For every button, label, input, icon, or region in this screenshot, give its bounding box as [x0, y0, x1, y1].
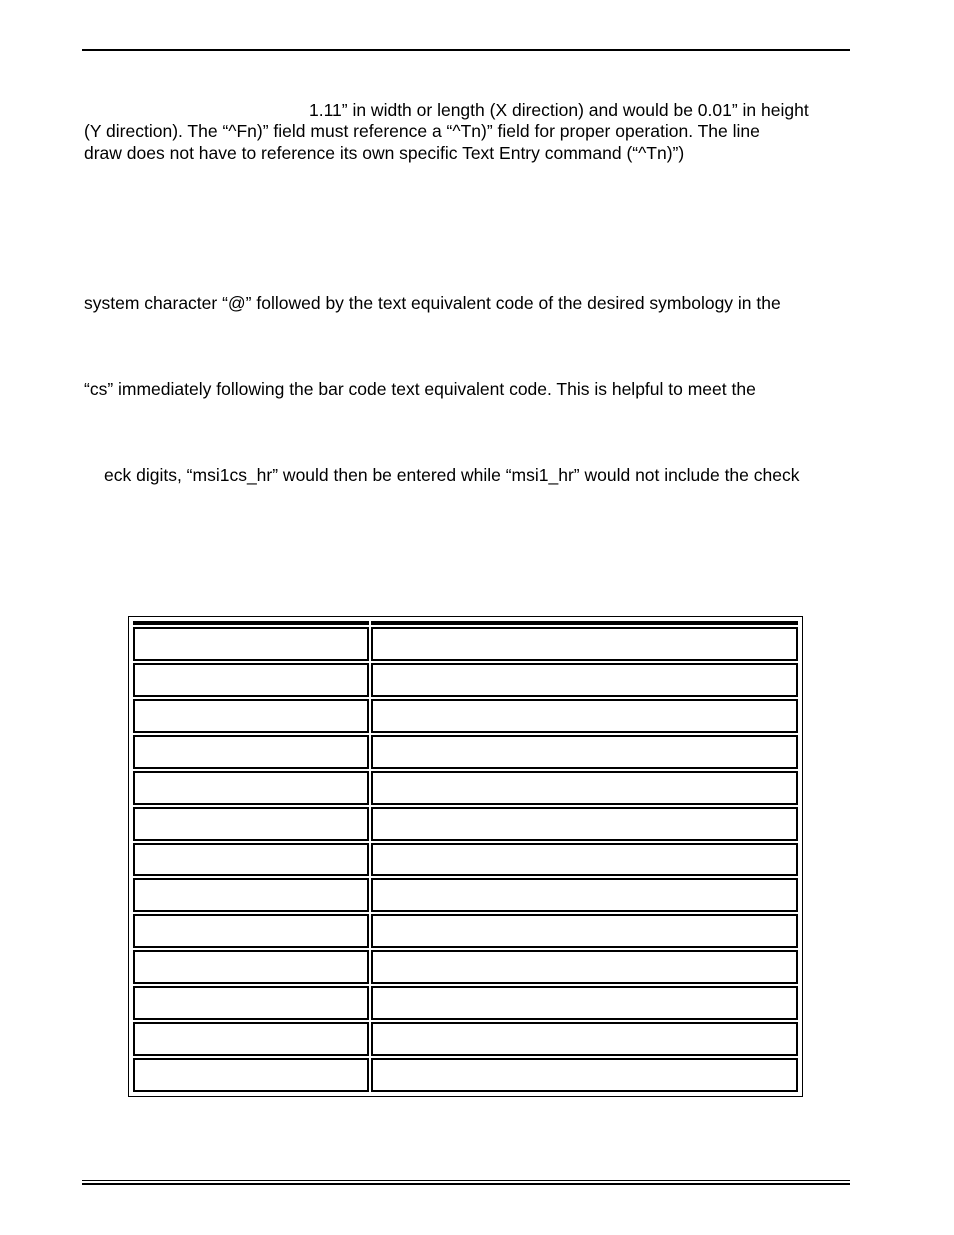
table-cell	[133, 1022, 369, 1056]
table-cell	[133, 663, 369, 697]
symbology-table	[128, 616, 803, 1097]
table-row	[133, 986, 798, 1020]
table-cell	[371, 1058, 798, 1092]
table-row	[133, 807, 798, 841]
table-cell	[133, 627, 369, 661]
table-cell	[371, 1022, 798, 1056]
table-row	[133, 663, 798, 697]
body-text-line-3: draw does not have to reference its own specific Text Entry command (“^Tn)”)	[84, 143, 685, 163]
body-text-line-6: eck digits, “msi1cs_hr” would then be entered while “msi1_hr” would not include the check	[104, 465, 800, 485]
table-cell	[371, 914, 798, 948]
body-text-line-2: (Y direction). The “^Fn)” field must reference a “^Tn)” field for proper operation. The line	[84, 121, 760, 141]
table-cell	[371, 807, 798, 841]
table-cell	[371, 986, 798, 1020]
table-cell	[133, 807, 369, 841]
table-cell	[133, 878, 369, 912]
table-cell	[133, 950, 369, 984]
table-cell	[133, 771, 369, 805]
table-row	[133, 843, 798, 877]
table-header-cell	[133, 621, 369, 625]
table-cell	[371, 950, 798, 984]
table-row	[133, 699, 798, 733]
table-cell	[371, 735, 798, 769]
table-row	[133, 1058, 798, 1092]
table-row	[133, 735, 798, 769]
footer-rule-thin	[82, 1180, 850, 1181]
table-cell	[371, 627, 798, 661]
table-cell	[133, 986, 369, 1020]
table-cell	[371, 663, 798, 697]
table-row	[133, 914, 798, 948]
body-text-line-1: 1.11” in width or length (X direction) and would be 0.01” in height	[309, 100, 809, 120]
table-header-cell	[371, 621, 798, 625]
table-row	[133, 878, 798, 912]
table-row	[133, 1022, 798, 1056]
table-cell	[371, 771, 798, 805]
table-row	[133, 950, 798, 984]
table-cell	[371, 878, 798, 912]
body-text-line-4: system character “@” followed by the text equivalent code of the desired symbology in the	[84, 293, 781, 313]
body-text-line-5: “cs” immediately following the bar code text equivalent code. This is helpful to meet the	[84, 379, 756, 399]
header-rule	[82, 49, 850, 51]
footer-rule-thick	[82, 1183, 850, 1185]
table-row	[133, 627, 798, 661]
table-row	[133, 771, 798, 805]
table-cell	[133, 843, 369, 877]
table-header-row	[133, 621, 798, 625]
table-cell	[133, 914, 369, 948]
table-cell	[133, 735, 369, 769]
table-cell	[371, 843, 798, 877]
table-cell	[371, 699, 798, 733]
table-cell	[133, 699, 369, 733]
table-cell	[133, 1058, 369, 1092]
